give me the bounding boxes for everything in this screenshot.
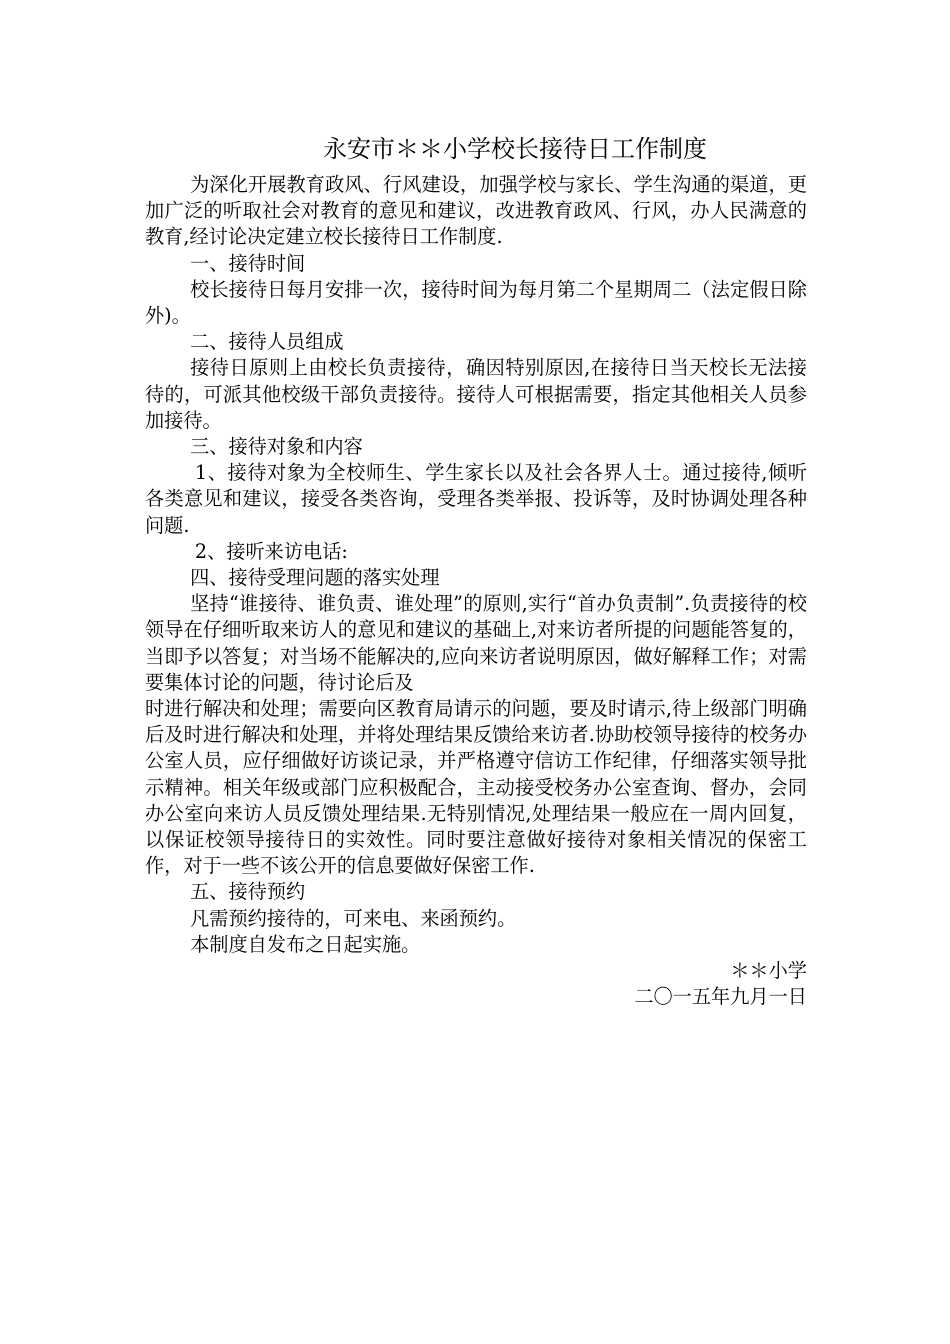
handling-paragraph-part2: 时进行解决和处理；需要向区教育局请示的问题，要及时请示,待上级部门明确后及时进行解决和处理，并将处理结果反馈给来访者.协助校领导接待的校务办公室人员，应仔细做好访谈记录，并严格遵守信访工作纪律，仔细落实领导批示精神。相关年级或部门应积极配合，主动接受校务办公室查询、督办，会同办公室向来访人员反馈处理结果.无特别情况,处理结果一般应在一周内回复，以保证校领导接待日的实效性。同时要注意做好接待对象相关情况的保密工作，对于一些不该公开的信息要做好保密工作.: [145, 697, 807, 878]
staff-paragraph: 接待日原则上由校长负责接待，确因特别原因,在接待日当天校长无法接待的，可派其他校级干部负责接待。接待人可根据需要，指定其他相关人员参加接待。: [145, 356, 807, 432]
section-heading-handling: 四、接待受理问题的落实处理: [190, 566, 440, 590]
section-heading-staff: 二、接待人员组成: [190, 330, 344, 354]
time-paragraph: 校长接待日每月安排一次，接待时间为每月第二个星期周二（法定假日除外)。: [145, 277, 807, 328]
document-body: [145, 172, 807, 1011]
targets-item-1: 1、接待对象为全校师生、学生家长以及社会各界人士。通过接待,倾听各类意见和建议，接受各类咨询，受理各类举报、投诉等，及时协调处理各种问题.: [145, 461, 807, 537]
intro-paragraph: 为深化开展教育政风、行风建设，加强学校与家长、学生沟通的渠道，更加广泛的听取社会对教育的意见和建议，改进教育政风、行风，办人民满意的教育,经讨论决定建立校长接待日工作制度.: [145, 173, 807, 249]
section-heading-time: 一、接待时间: [190, 251, 306, 275]
appointment-paragraph: 凡需预约接待的，可来电、来函预约。: [190, 906, 517, 930]
targets-item-2: 2、接听来访电话:: [194, 539, 348, 563]
document-title: 永安市＊＊小学校长接待日工作制度: [323, 135, 707, 163]
effective-paragraph: 本制度自发布之日起实施。: [190, 932, 421, 956]
handling-paragraph-part1: 坚持“谁接待、谁负责、谁处理”的原则,实行“首办负责制”.负责接待的校领导在仔细听取来访人的意见和建议的基础上,对来访者所提的问题能答复的，当即予以答复；对当场不能解决的,应向来访者说明原因，做好解释工作；对需要集体讨论的问题，待讨论后及: [145, 592, 807, 694]
signature-org: ＊＊小学: [730, 959, 807, 983]
signature-date: 二〇一五年九月一日: [634, 985, 807, 1009]
section-heading-targets: 三、接待对象和内容: [190, 435, 363, 459]
section-heading-appointment: 五、接待预约: [190, 880, 306, 904]
